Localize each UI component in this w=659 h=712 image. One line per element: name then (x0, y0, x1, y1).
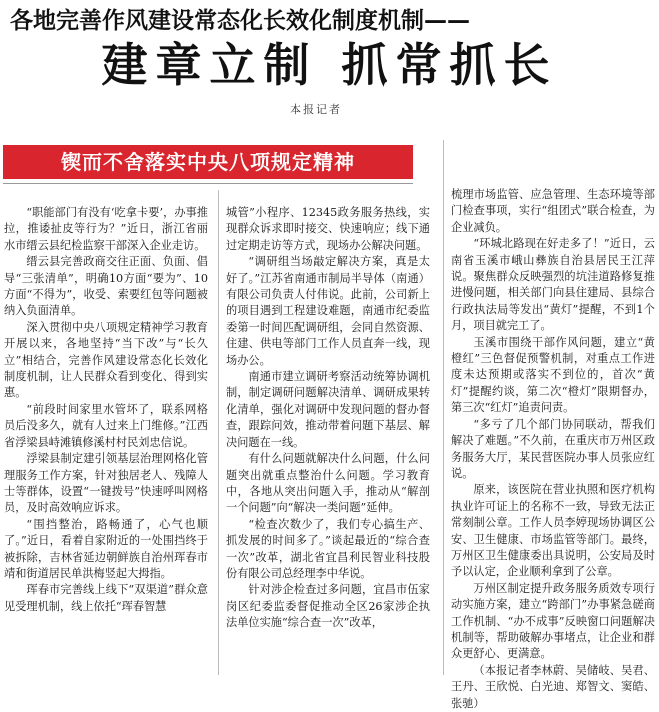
reporter-credits: （本报记者李林蔚、吴储岐、吴君、王丹、王欣悦、白光迪、郑智文、窦皓、张驰） (451, 663, 655, 710)
paragraph: “调研组当场敲定解决方案，真是太好了。”江苏省南通市制局半导体（南通）有限公司负责人付伟说。此前，公司新上的项目遇到工程建设难题，南通市纪委监委第一时间匹配调研组，会同自然资源、住建、供电等部门工作人员直奔一线，现场办公。 (226, 255, 430, 367)
paragraph: “多亏了几个部门协同联动，帮我们解决了难题。”不久前，在重庆市万州区政务服务大厅，某民营医院办事人员张应红说。 (451, 417, 655, 480)
column-divider (218, 190, 219, 675)
section-banner: 锲而不舍落实中央八项规定精神 (3, 145, 413, 179)
paragraph: 缙云县完善政商交往正面、负面、倡导“三张清单”，明确10方面“要为”、10方面“不得为”，收受、索要红包等问题被纳入负面清单。 (4, 255, 208, 318)
paragraph: “检查次数少了，我们专心搞生产、抓发展的时间多了。”谈起最近的“综合查一次”改革，湖北省宜昌利民智业科技股份有限公司总经理李中华说。 (226, 517, 430, 580)
paragraph: 南通市建立调研考察活动统筹协调机制，制定调研问题解决清单、调研成果转化清单，强化对调研中发现问题的督办督查，跟踪问效，推动带着问题下基层、解决问题在一线。 (226, 370, 430, 449)
column-divider (443, 140, 444, 675)
headline-title: 建章立制 抓常抓长 (101, 38, 558, 92)
paragraph: “前段时间家里水管坏了，联系网格员后没多久，就有人过来上门维修。”江西省浮梁县峙滩镇修溪村村民刘忠信说。 (4, 402, 208, 449)
paragraph: 城管”小程序、12345政务服务热线，实现群众诉求即时接交、快速响应；线下通过定期走访等方式，现场办公解决问题。 (226, 206, 430, 252)
paragraph: 深入贯彻中央八项规定精神学习教育开展以来，各地坚持“当下改”与“长久立”相结合，完善作风建设常态化长效化制度机制，让人民群众看到变化、得到实惠。 (4, 320, 208, 400)
paragraph: 浮梁县制定建引领基层治理网格化管理服务工作方案，针对独居老人、残障人士等群体，设置“一键拨号”快速呼叫网格员，及时高效响应诉求。 (4, 452, 208, 515)
paragraph: “环城北路现在好走多了！”近日，云南省玉溪市峨山彝族自治县居民王江萍说。聚焦群众反映强烈的坑洼道路修复推进慢问题，相关部门向县住建局、县综合行政执法局等发出“黄灯”提醒，不到1个月，项目就完工了。 (451, 237, 655, 333)
paragraph: 珲春市完善线上线下“双渠道”群众意见受理机制，线上依托“珲春智慧 (4, 583, 208, 613)
article-column-3 (451, 187, 655, 710)
article-column-1 (4, 205, 208, 675)
paragraph: 万州区制定提升政务服务质效专项行动实施方案，建立“跨部门”办事紧急磋商工作机制、“办不成事”反映窗口问题解决机制等，帮助破解办事堵点，让企业和群众更舒心、更满意。 (451, 581, 655, 661)
paragraph: 梳理市场监管、应急管理、生态环境等部门检查事项，实行“组团式”联合检查，为企业减负。 (451, 188, 655, 234)
article-column-2 (226, 205, 430, 675)
paragraph: “职能部门有没有‘吃拿卡要’，办事推拉，推诿扯皮等行为？”近日，浙江省丽水市缙云县纪检监察干部深入企业走访。 (4, 206, 208, 252)
paragraph: “围挡整治，路畅通了，心气也顺了。”近日，看着自家附近的一处围挡终于被拆除，吉林省延边朝鲜族自治州珲春市靖和街道居民单洪梅竖起大拇指。 (4, 517, 208, 580)
paragraph: 原来，该医院在营业执照和医疗机构执业许可证上的名称不一致，导致无法正常刻制公章。工作人员李婷现场协调区公安、卫生健康、市场监管等部门。最终，万州区卫生健康委出具说明，公安局及时予以认定，企业顺利拿到了公章。 (451, 483, 655, 579)
byline: 本报记者 (290, 103, 342, 116)
banner-divider (3, 183, 413, 184)
paragraph: 玉溪市围绕干部作风问题，建立“黄橙红”三色督促预警机制，对重点工作进度未达预期或落实不到位的，首次“黄灯”提醒约谈，第二次“橙灯”限期督办，第三次“红灯”追责问责。 (451, 335, 655, 415)
paragraph: 针对涉企检查过多问题，宜昌市伍家岗区纪委监委督促推动全区26家涉企执法单位实施“综合查一次”改革， (226, 583, 430, 630)
headline-kicker: 各地完善作风建设常态化长效化制度机制—— (10, 8, 470, 34)
paragraph: 有什么问题就解决什么问题，什么问题突出就重点整治什么问题。学习教育中，各地从突出问题入手，推动从“解剖一个问题”向“解决一类问题”延伸。 (226, 452, 430, 515)
